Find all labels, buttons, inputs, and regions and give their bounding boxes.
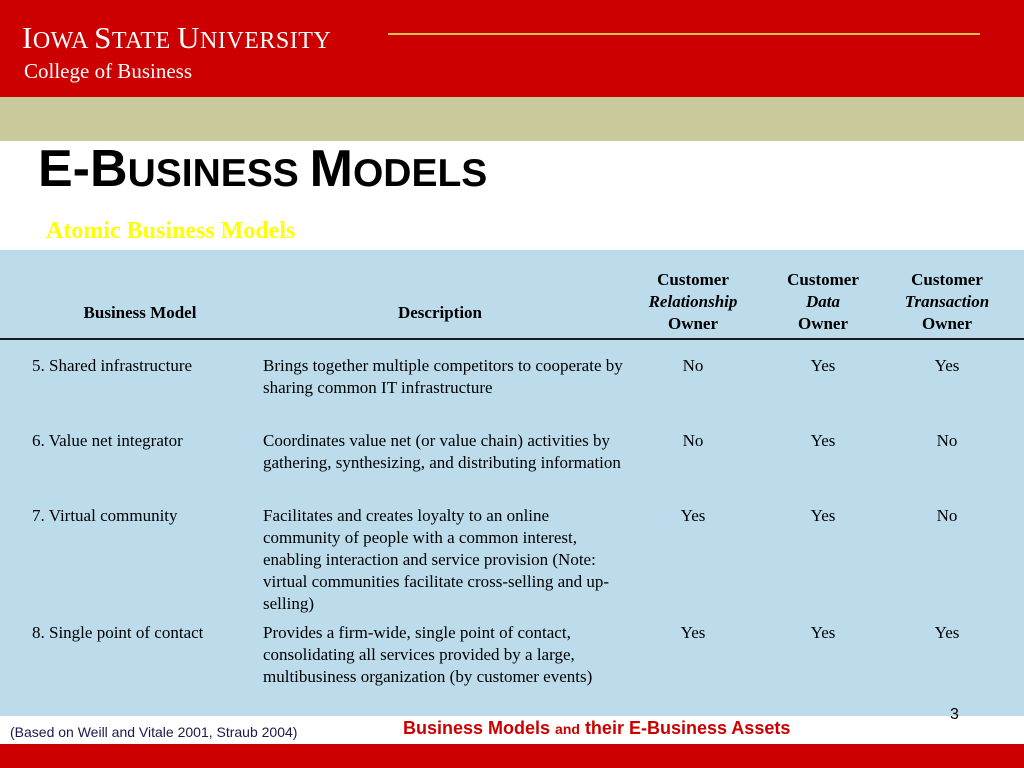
table-row-cdo-value: Yes [810,623,836,642]
page-number: 3 [950,706,959,723]
table-row-crm-value: Yes [680,506,706,525]
column-header-business-model: Business Model [83,303,197,322]
table-row-cto-value: Yes [934,623,960,642]
table-row-crm-value: No [682,356,704,375]
table-row-cto-value: Yes [934,356,960,375]
table-row-description: Coordinates value net (or value chain) activities by gathering, synthesizing, and distributing information [263,431,621,472]
table-row-crm-value: Yes [680,623,706,642]
source-citation: (Based on Weill and Vitale 2001, Straub 2004) [10,724,298,740]
slide-footer-caption: Business Models and their E-Business Assets [403,718,791,738]
table-header-rule [0,338,1024,340]
table-row-description: Provides a firm-wide, single point of contact, consolidating all services provided by a large, multibusiness organization (by customer events) [263,623,593,686]
table-row-model: 7. Virtual community [32,506,178,525]
table-row-cdo-value: Yes [810,506,836,525]
table-row-crm-value: No [682,431,704,450]
khaki-band [0,97,1024,141]
column-header-customer-data-owner: Customer Data Owner [787,270,859,333]
table-row-description: Facilitates and creates loyalty to an online community of people with a common interest, enabling interaction and service provision (Note: virtual communities facilitate cross-selling and up-selling) [263,506,610,613]
table-row-cto-value: No [936,431,958,450]
slide-title: E-BUSINESS MODELS [38,140,488,198]
column-header-customer-transaction-owner: Customer Transaction Owner [904,270,990,333]
table-row-cdo-value: Yes [810,356,836,375]
table-row-model: 8. Single point of contact [32,623,204,642]
table-row-model: 5. Shared infrastructure [32,356,193,375]
table-row-model: 6. Value net integrator [32,431,183,450]
university-logo-text: IOWA STATE UNIVERSITY [22,20,332,55]
table-row-cto-value: No [936,506,958,525]
table-row-cdo-value: Yes [810,431,836,450]
slide-subtitle: Atomic Business Models [46,218,296,244]
bottom-band [0,744,1024,768]
header-rule [388,33,980,35]
table-row-description: Brings together multiple competitors to cooperate by sharing common IT infrastructure [263,356,623,397]
column-header-description: Description [397,303,483,322]
column-header-customer-relationship-owner: Customer Relationship Owner [648,270,738,333]
college-name: College of Business [24,59,192,83]
